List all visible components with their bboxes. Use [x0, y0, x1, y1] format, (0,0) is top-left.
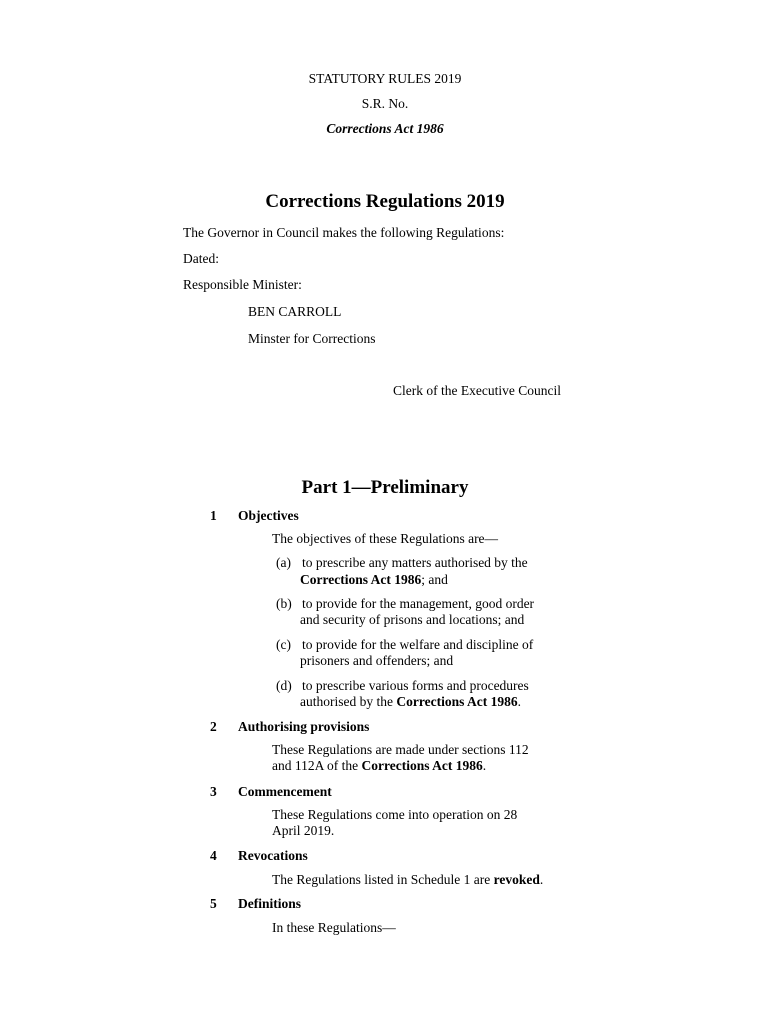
- list-item-d-label: (d): [276, 678, 292, 693]
- section-number: 5: [210, 896, 217, 911]
- clerk-signature-line: Clerk of the Executive Council: [393, 383, 561, 398]
- list-item-d-line1: to prescribe various forms and procedures: [302, 678, 529, 693]
- list-item-c-line2: prisoners and offenders; and: [300, 653, 454, 668]
- section-number: 3: [210, 784, 217, 799]
- document-title: Corrections Regulations 2019: [265, 191, 505, 212]
- section-number: 4: [210, 848, 217, 863]
- list-item-a-label: (a): [276, 555, 291, 570]
- intro-text: The Governor in Council makes the following Regulations:: [183, 225, 505, 240]
- list-item-a-line1: to prescribe any matters authorised by the: [302, 555, 528, 570]
- part-heading: Part 1—Preliminary: [301, 477, 469, 498]
- sr-number: S.R. No.: [361, 96, 409, 111]
- list-item-b-line1: to provide for the management, good order: [302, 596, 535, 611]
- revocations-text: The Regulations listed in Schedule 1 are revoked.: [272, 872, 544, 887]
- list-item-b-line2: and security of prisons and locations; and: [300, 612, 525, 627]
- commencement-line2: April 2019.: [272, 823, 335, 838]
- minister-title: Minster for Corrections: [248, 331, 376, 346]
- section-heading-objectives: Objectives: [238, 508, 299, 523]
- list-item-a-line2: Corrections Act 1986; and: [300, 572, 448, 587]
- enabling-act: Corrections Act 1986: [326, 121, 444, 136]
- definitions-lead: In these Regulations—: [272, 920, 396, 935]
- dated-label: Dated:: [183, 251, 219, 266]
- commencement-line1: These Regulations come into operation on 28: [272, 807, 518, 822]
- responsible-minister-label: Responsible Minister:: [183, 277, 302, 292]
- statutory-rules-heading: STATUTORY RULES 2019: [308, 71, 462, 86]
- list-item-d-line2: authorised by the Corrections Act 1986.: [300, 694, 521, 709]
- section-heading-revocations: Revocations: [238, 848, 308, 863]
- list-item-c-label: (c): [276, 637, 291, 652]
- minister-name: BEN CARROLL: [248, 304, 342, 319]
- authorising-line1: These Regulations are made under sections 112: [272, 742, 529, 757]
- section-heading-commencement: Commencement: [238, 784, 332, 799]
- list-item-b-label: (b): [276, 596, 292, 611]
- section-number: 1: [210, 508, 217, 523]
- section-heading-authorising: Authorising provisions: [238, 719, 370, 734]
- section-heading-definitions: Definitions: [238, 896, 302, 911]
- list-item-c-line1: to provide for the welfare and discipline of: [302, 637, 534, 652]
- authorising-line2: and 112A of the Corrections Act 1986.: [272, 758, 487, 773]
- objectives-lead: The objectives of these Regulations are—: [272, 531, 499, 546]
- section-number: 2: [210, 719, 217, 734]
